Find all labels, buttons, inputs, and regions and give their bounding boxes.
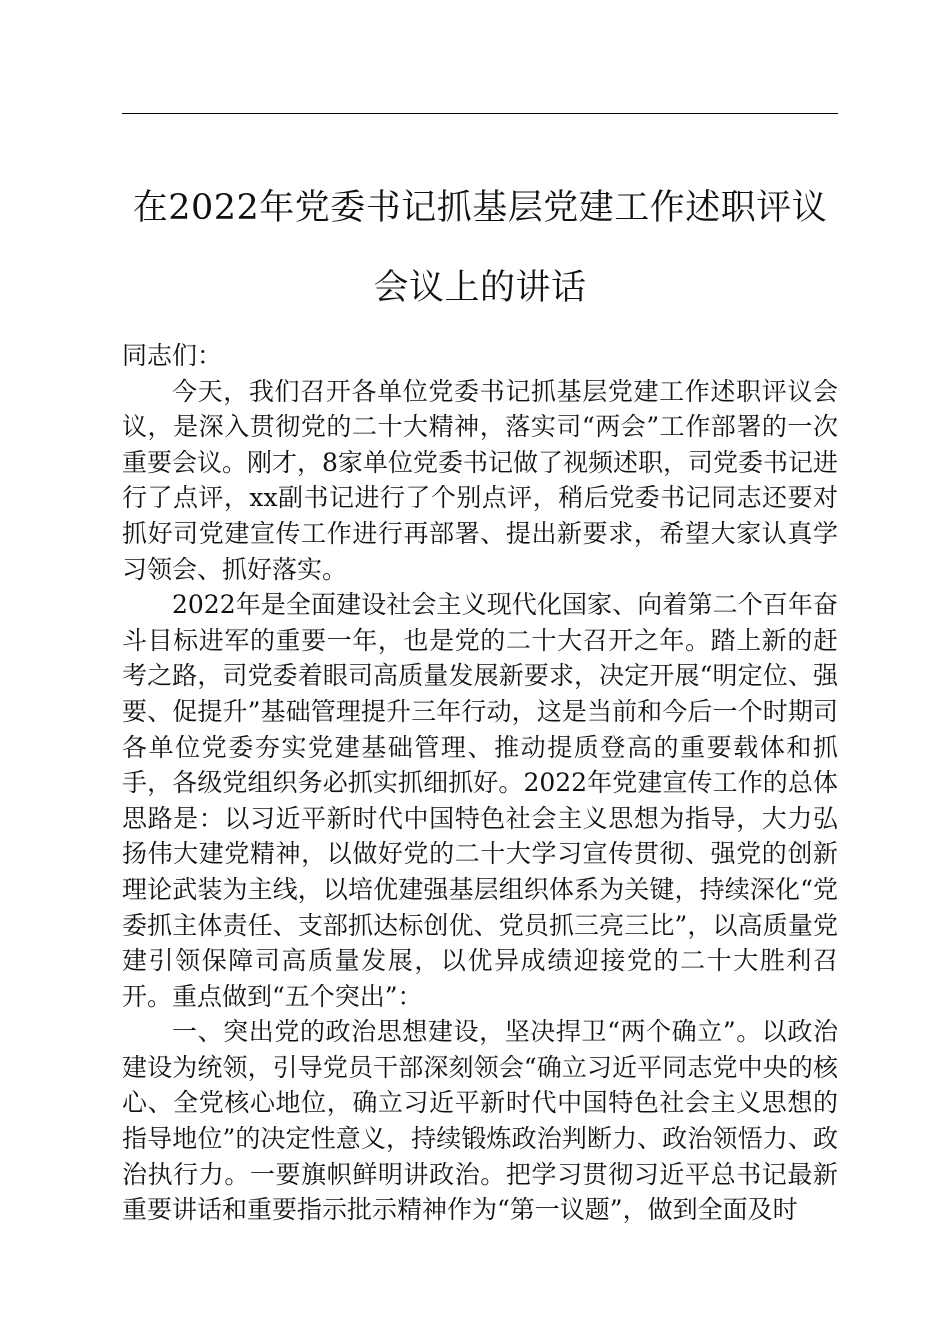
- paragraph-2: 2022年是全面建设社会主义现代化国家、向着第二个百年奋斗目标进军的重要一年，也是党的二十大召开之年。踏上新的赶考之路，司党委着眼司高质量发展新要求，决定开展“明定位、强要、促提升”基础管理提升三年行动，这是当前和今后一个时期司各单位党委夯实党建基础管理、推动提质登高的重要载体和抓手，各级党组织务必抓实抓细抓好。2022年党建宣传工作的总体思路是：以习近平新时代中国特色社会主义思想为指导，大力弘扬伟大建党精神，以做好党的二十大学习宣传贯彻、强党的创新理论武装为主线，以培优建强基层组织体系为关键，持续深化“党委抓主体责任、支部抓达标创优、党员抓三亮三比”，以高质量党建引领保障司高质量发展，以优异成绩迎接党的二十大胜利召开。重点做到“五个突出”：: [122, 590, 838, 1011]
- title-line-1: 在2022年党委书记抓基层党建工作述职评议: [132, 188, 828, 228]
- paragraph-1: 今天，我们召开各单位党委书记抓基层党建工作述职评议会议，是深入贯彻党的二十大精神，落实司“两会”工作部署的一次重要会议。刚才，8家单位党委书记做了视频述职，司党委书记进行了点评，xx副书记进行了个别点评，稍后党委书记同志还要对抓好司党建宣传工作进行再部署、提出新要求，希望大家认真学习领会、抓好落实。: [122, 376, 838, 584]
- title-line-2: 会议上的讲话: [373, 268, 587, 308]
- header-rule: [122, 113, 838, 114]
- paragraph-3: 一、突出党的政治思想建设，坚决捍卫“两个确立”。以政治建设为统领，引导党员干部深刻领会“确立习近平同志党中央的核心、全党核心地位，确立习近平新时代中国特色社会主义思想的指导地位”的决定性意义，持续锻炼政治判断力、政治领悟力、政治执行力。一要旗帜鲜明讲政治。把学习贯彻习近平总书记最新重要讲话和重要指示批示精神作为“第一议题”，做到全面及时: [122, 1017, 838, 1225]
- document-title: [122, 168, 838, 328]
- document-body: [122, 338, 838, 1228]
- salutation: 同志们：: [122, 341, 223, 370]
